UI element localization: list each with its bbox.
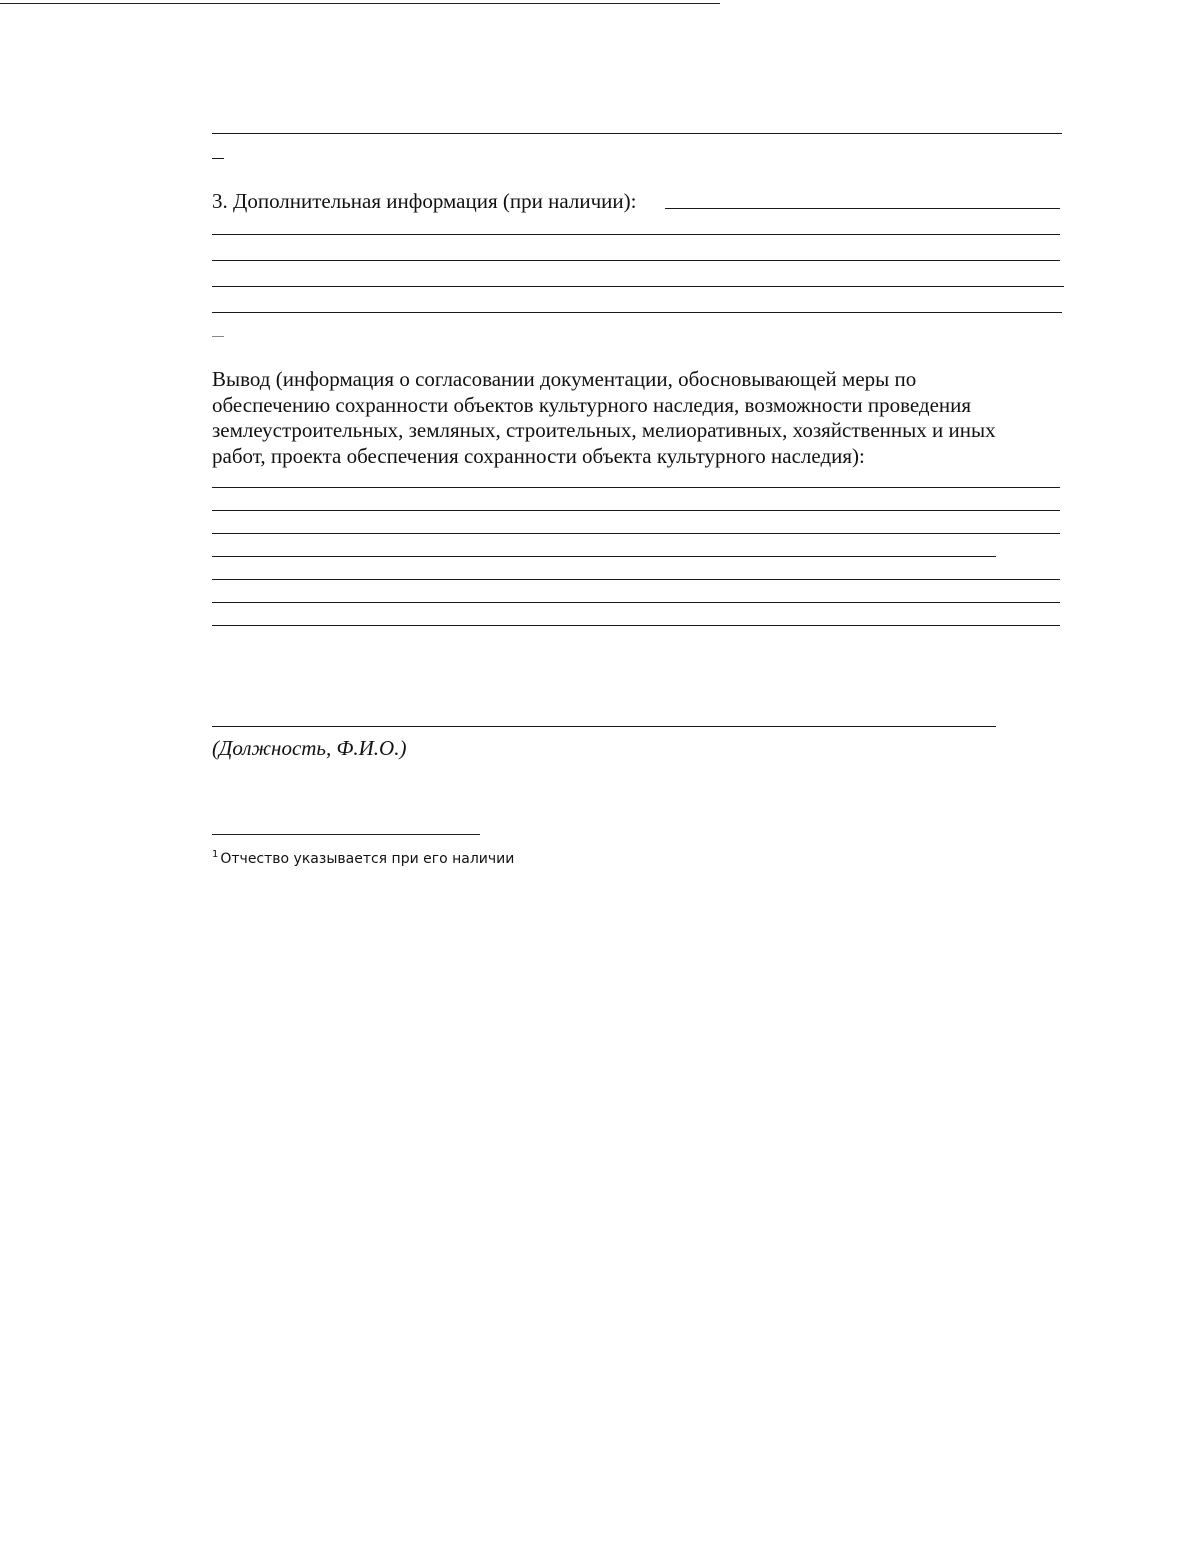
footnote-text: Отчество указывается при его наличии	[220, 851, 515, 867]
signature-caption: (Должность, Ф.И.О.)	[212, 736, 407, 760]
signature-line[interactable]	[212, 726, 996, 727]
blank-line-stub	[212, 158, 224, 159]
footnote	[212, 846, 514, 868]
conclusion-blank-line[interactable]	[212, 556, 996, 557]
conclusion-line: землеустроительных, земляных, строительных, мелиоративных, хозяйственных и иных	[212, 418, 996, 442]
section-3-input-line[interactable]	[665, 208, 1060, 209]
conclusion-blank-line[interactable]	[212, 533, 1060, 534]
scan-edge-line	[0, 3, 720, 4]
blank-line-stub	[212, 336, 224, 337]
conclusion-blank-line[interactable]	[212, 487, 1060, 488]
section-3-label: 3. Дополнительная информация (при наличии):	[212, 189, 637, 213]
section-3-blank-line[interactable]	[212, 234, 1060, 235]
blank-line[interactable]	[212, 133, 1062, 134]
conclusion-line: обеспечению сохранности объектов культурного наследия, возможности проведения	[212, 392, 972, 417]
conclusion-line: Вывод (информация о согласовании документации, обосновывающей меры по	[212, 367, 917, 391]
section-3-blank-line[interactable]	[212, 286, 1064, 287]
conclusion-blank-line[interactable]	[212, 510, 1060, 511]
conclusion-paragraph	[212, 367, 1072, 469]
conclusion-blank-line[interactable]	[212, 579, 1060, 580]
conclusion-blank-line[interactable]	[212, 602, 1060, 603]
footnote-marker: 1	[212, 849, 219, 860]
footnote-separator	[212, 834, 480, 835]
section-3-blank-line[interactable]	[212, 260, 1060, 261]
conclusion-line: работ, проекта обеспечения сохранности объекта культурного наследия):	[212, 443, 865, 468]
section-3-blank-line[interactable]	[212, 312, 1062, 313]
conclusion-blank-line[interactable]	[212, 625, 1060, 626]
